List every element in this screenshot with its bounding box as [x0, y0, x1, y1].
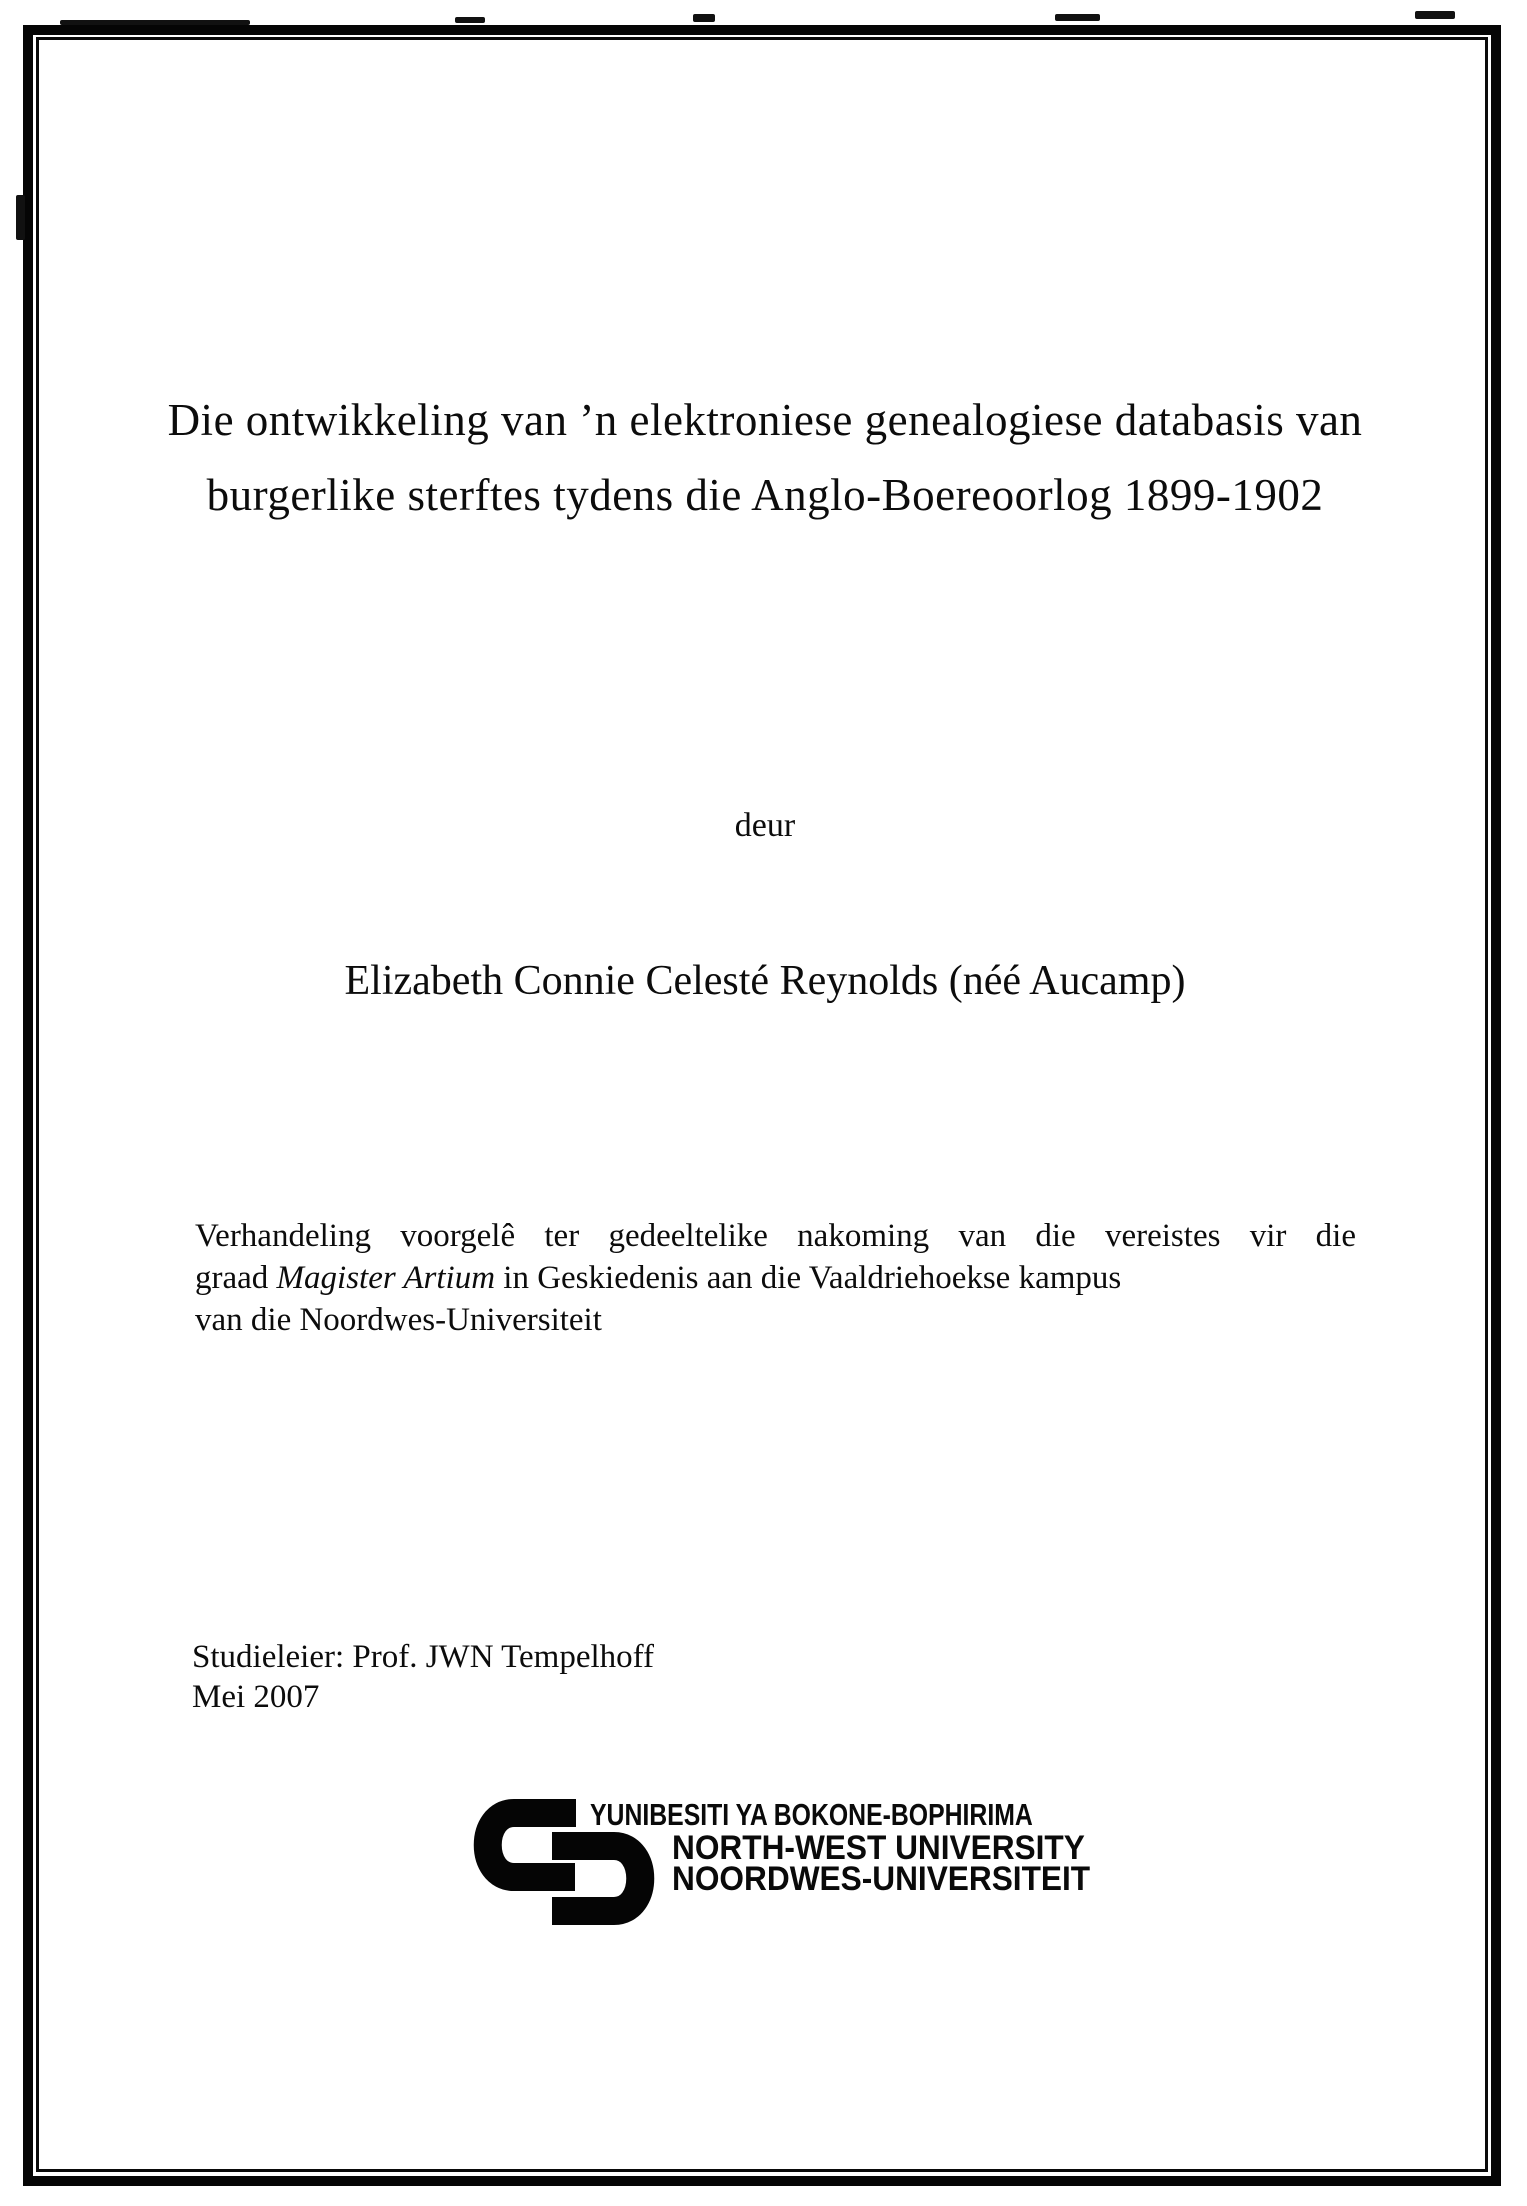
supervisor-line: Studieleier: Prof. JWN Tempelhoff: [192, 1639, 655, 1675]
date-line: Mei 2007: [192, 1679, 320, 1715]
logo-text-afrikaans: NOORDWES-UNIVERSITEIT: [672, 1860, 1091, 1898]
scan-artifact: [16, 195, 25, 240]
scan-artifact: [60, 20, 250, 25]
degree-statement-line-2-pre: graad: [195, 1260, 269, 1296]
degree-statement: [195, 1215, 1356, 1341]
scan-artifact: [1055, 14, 1100, 21]
scan-artifact: [1415, 11, 1455, 19]
degree-statement-line-1: Verhandeling voorgelê ter gedeeltelike nakoming van die vereistes vir die: [195, 1218, 1356, 1254]
scan-artifact: [693, 14, 715, 22]
degree-statement-line-3: van die Noordwes-Universiteit: [195, 1302, 602, 1338]
author-name: Elizabeth Connie Celesté Reynolds (néé Aucamp): [344, 958, 1186, 1004]
thesis-title-line-1: Die ontwikkeling van ’n elektroniese genealogiese databasis van: [167, 395, 1363, 445]
logo-text-setswana: YUNIBESITI YA BOKONE-BOPHIRIMA: [590, 1797, 1033, 1832]
degree-statement-line-2-post: in Geskiedenis aan die Vaaldriehoekse kampus: [503, 1260, 1122, 1296]
scan-artifact: [455, 17, 485, 23]
thesis-title-line-2: burgerlike sterftes tydens die Anglo-Boereoorlog 1899-1902: [206, 470, 1324, 520]
byline-deur: deur: [734, 807, 796, 844]
degree-statement-line-2: [195, 1257, 1356, 1299]
logo-text-english: NORTH-WEST UNIVERSITY: [672, 1829, 1085, 1867]
degree-name-italic: Magister Artium: [276, 1260, 496, 1296]
supervisor-block: [192, 1637, 1092, 1717]
thesis-title: [110, 383, 1420, 533]
